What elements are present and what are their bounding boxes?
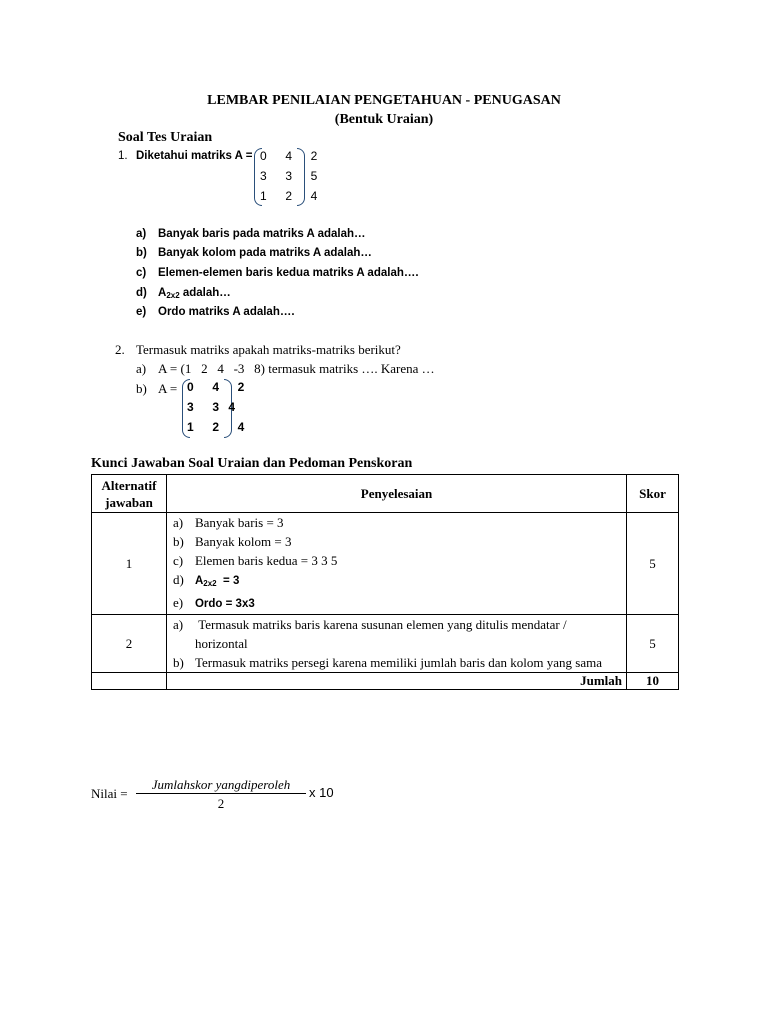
answer-cell: a) Banyak baris = 3 b) Banyak kolom = 3 c) Elemen baris kedua = 3 3 5 d) $A_{2x2} = 3$ e) Ordo = 3x3	[166, 513, 626, 615]
score-cell: 5	[627, 513, 679, 615]
item-label: d)	[136, 287, 147, 299]
formula-numerator: Jumlahskor yangdiperoleh	[136, 777, 306, 794]
item-label: a)	[136, 228, 147, 240]
header-penyelesaian: Penyelesaian	[166, 475, 626, 513]
table-total-row	[92, 673, 679, 690]
alt-cell: 2	[92, 615, 167, 673]
answer-key-table	[91, 474, 679, 690]
score-cell: 5	[627, 615, 679, 673]
formula-denominator: 2	[217, 796, 225, 811]
header-skor: Skor	[627, 475, 679, 513]
matrix-row: 3 3 5	[260, 169, 318, 183]
matrix-row: 0 4 2	[260, 149, 318, 163]
matrix-row: 0 4 2	[187, 380, 245, 394]
question-2a-text: A = (1 2 4 -3 8) termasuk matriks …. Karena …	[158, 361, 435, 376]
item-text: Ordo matriks A adalah….	[158, 306, 295, 318]
page-subtitle: (Bentuk Uraian)	[334, 112, 434, 127]
table-row	[92, 513, 679, 615]
total-label: Jumlah	[166, 673, 626, 690]
item-text: $A_{2x2}$ adalah…	[158, 287, 231, 300]
item-label: e)	[136, 306, 147, 318]
matrix-row: 3 3 4	[187, 400, 236, 414]
item-label: c)	[136, 267, 147, 279]
formula-multiplier: x 10	[309, 785, 334, 800]
matrix-row: 1 2 4	[260, 189, 318, 203]
item-text: Elemen-elemen baris kedua matriks A adalah….	[158, 267, 419, 279]
item-text: Banyak kolom pada matriks A adalah…	[158, 247, 372, 259]
header-alternatif: Alternatif jawaban	[92, 475, 167, 513]
item-text: Banyak baris pada matriks A adalah…	[158, 228, 366, 240]
question-2b-label: b)	[136, 381, 147, 396]
page-title: LEMBAR PENILAIAN PENGETAHUAN - PENUGASAN	[207, 93, 561, 108]
total-value: 10	[627, 673, 679, 690]
alt-cell: 1	[92, 513, 167, 615]
question-2-number: 2.	[115, 342, 125, 357]
table-row	[92, 615, 679, 673]
item-label: b)	[136, 247, 147, 259]
answer-key-title: Kunci Jawaban Soal Uraian dan Pedoman Penskoran	[91, 456, 413, 471]
question-1-number: 1.	[118, 150, 128, 162]
question-2b-text: A =	[158, 381, 178, 396]
formula-label: Nilai =	[91, 786, 128, 801]
matrix-row: 1 2 4	[187, 420, 245, 434]
question-2-text: Termasuk matriks apakah matriks-matriks berikut?	[136, 342, 401, 357]
answer-cell: a) Termasuk matriks baris karena susunan elemen yang ditulis mendatar / horizontal b) Termasuk matriks persegi karena memiliki jumlah baris dan kolom yang sama	[166, 615, 626, 673]
table-header-row	[92, 475, 679, 513]
question-1-text: Diketahui matriks A =	[136, 150, 253, 162]
section-title: Soal Tes Uraian	[118, 130, 213, 145]
question-2a-label: a)	[136, 361, 147, 376]
